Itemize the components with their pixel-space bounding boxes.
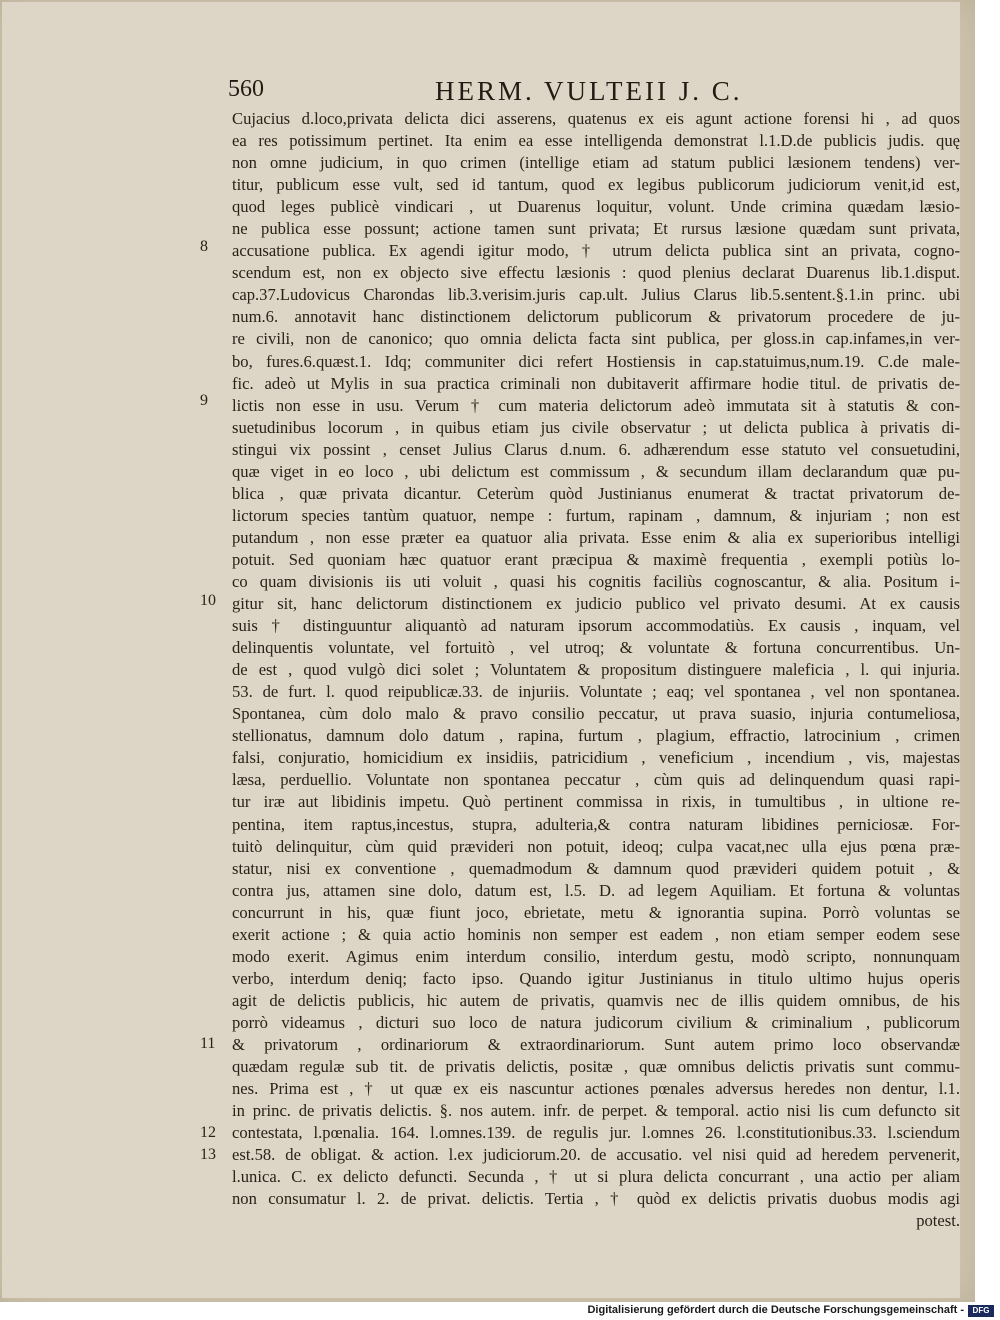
running-title: HERM. VULTEII J. C.	[435, 76, 743, 106]
text-line: verbo, interdum deniq; facto ipso. Quando igitur Justinianus in titulo ultimo hujus operis	[232, 968, 960, 988]
page-header	[228, 76, 948, 110]
margin-number: 11	[200, 1035, 216, 1052]
text-line: co quam divisionis iis uti voluit , quasi his cognitis faciliùs cognoscantur, & alia. Positum i-	[232, 571, 960, 591]
text-line: tuitò delinquitur, cùm quid prævideri non potuit, ideoq; culpa vacat,nec ulla ejus pœna præ-	[232, 836, 960, 856]
text-line: accusatione publica. Ex agendi igitur modo, † utrum delicta publica sint an privata, cogno-	[232, 241, 960, 261]
margin-number: 13	[200, 1146, 216, 1163]
text-line: stingui vix possint , censet Julius Clarus d.num. 6. adhærendum esse statuto vel consuetudini,	[232, 439, 960, 459]
text-line: læsa, perduellio. Voluntate non spontanea peccatur , cùm quis ad delinquendum quasi rapi-	[232, 770, 960, 790]
text-line: agit de delictis publicis, hic autem de privatis, quamvis nec de illis quidem omnibus, de his	[232, 990, 960, 1010]
text-line: ne publica esse possunt; actione tamen sunt privata; Et rursus læsione quædam sunt privata,	[232, 219, 960, 239]
text-line: quædam regulæ sub tit. de privatis delictis, positæ , quæ omnibus delictis privatis sunt commu-	[232, 1057, 960, 1077]
text-line: porrò videamus , dicturi suo loco de natura judicorum civilium & criminalium , publicorum	[232, 1012, 960, 1032]
text-line: l.unica. C. ex delicto defuncti. Secunda , † ut si plura delicta concurrant , una actio per aliam	[232, 1167, 960, 1187]
text-line: delinquentis voluntate, vel fortuitò , vel utroq; & voluntate & fortuna concurrentibus. Un-	[232, 638, 960, 658]
text-line: Cujacius d.loco,privata delicta dici asserens, quatenus ex eis agunt actione forensi hi , ad quos	[232, 109, 960, 128]
text-line: concurrunt in his, quæ fiunt joco, ebrietate, metu & ignorantia supina. Porrò voluntas se	[232, 902, 960, 922]
text-line: scendum est, non ex objecto sive effectu læsionis : quod plenius declarat Duarenus lib.1.disput.	[232, 263, 960, 283]
text-line: 53. de furt. l. quod reipublicæ.33. de injuriis. Voluntate ; eaq; vel spontanea , vel non spontanea.	[232, 682, 960, 702]
text-line: pentina, item raptus,incestus, stupra, adulteria,& contra naturam libidines perniciosæ. For-	[232, 814, 960, 834]
text-line: contra jus, attamen sine dolo, datum est, l.5. D. ad legem Aquiliam. Et fortuna & voluntas	[232, 880, 960, 900]
text-line: putandum , non esse præter ea quatuor alia privata. Esse enim & alia ex superioribus intelligi	[232, 527, 960, 547]
text-line: falsi, conjuratio, homicidium ex insidiis, patricidium , veneficium , incendium , vis, majestas	[232, 748, 960, 768]
margin-number: 9	[200, 392, 208, 409]
text-line: fic. adeò ut Mylis in sua practica criminali non dubitaverit affirmare hodie titul. de privatis de-	[232, 373, 960, 393]
text-line: quæ viget in eo loco , ubi delictum est commissum , & secundum illam declarandum quæ pu-	[232, 461, 960, 481]
text-line: statur, nisi ex conventione , quemadmodum & damnum quod prævideri quidem potuit , &	[232, 858, 960, 878]
text-line: de est , quod vulgò dici solet ; Voluntatem & propositum distinguere maleficia , l. qui injuria.	[232, 660, 960, 680]
text-line: num.6. annotavit hanc distinctionem delictorum publicorum & privatorum procedere de ju-	[232, 307, 960, 327]
text-line: stellionatus, damnum dolo datum , rapina, furtum , plagium, effractio, latrocinium , crimen	[232, 726, 960, 746]
text-line: blica , quæ privata dicantur. Ceterùm quòd Justinianus enumerat & tractat privatorum de-	[232, 483, 960, 503]
text-line: Spontanea, cùm dolo malo & pravo consilio peccatur, ut prava suasio, injuria contumeliosa,	[232, 704, 960, 724]
text-line: & privatorum , ordinariorum & extraordinariorum. Sunt autem primo loco observandæ	[232, 1034, 960, 1054]
text-line: cap.37.Ludovicus Charondas lib.3.verisim.juris cap.ult. Julius Clarus lib.5.sentent.§.1.in princ. ubi	[232, 285, 960, 305]
digitization-footer	[0, 1303, 1000, 1320]
text-line: lictorum species tantùm quatuor, nempe : furtum, rapinam , damnum, & injuriam ; non est	[232, 505, 960, 525]
page-number: 560	[228, 76, 264, 102]
text-line: suetudinibus locorum , in quibus etiam jus civile observatur ; ut delicta publica à privatis di-	[232, 417, 960, 437]
text-line: quod leges publicè vindicari , ut Duarenus loquitur, volunt. Unde crimina quædam læsio-	[232, 197, 960, 217]
text-line: in princ. de privatis delictis. §. nos autem. infr. de perpet. & temporal. actio nisi lis cum defuncto sit	[232, 1101, 960, 1121]
dfg-logo: DFG	[968, 1305, 994, 1317]
funding-notice: Digitalisierung gefördert durch die Deutsche Forschungsgemeinschaft -	[587, 1304, 964, 1316]
text-line: suis † distinguuntur aliquantò ad naturam ipsorum accommodatiùs. Ex causis , inquam, vel	[232, 616, 960, 636]
text-line: re civili, non de canonico; quo omnia delicta facta sint publica, per gloss.in cap.infames,in ver-	[232, 329, 960, 349]
margin-number: 12	[200, 1124, 216, 1141]
text-line: potuit. Sed quoniam hæc quatuor erant præcipua & maximè frequentia , exempli potiùs lo-	[232, 549, 960, 569]
margin-number: 8	[200, 238, 208, 255]
text-line: tur iræ aut libidinis impetu. Quò pertinent commissa in rixis, in tumultibus , in ultione re-	[232, 792, 960, 812]
main-text-block	[232, 108, 960, 1232]
text-line: titur, publicum esse vult, sed id tantum, quod ex legibus publicorum judiciorum venit,id est,	[232, 175, 960, 195]
text-line: potest.	[916, 1211, 960, 1231]
text-line: non omne judicium, in quo crimen (intellige etiam ad statum publici læsionem tendens) ver-	[232, 153, 960, 173]
margin-number: 10	[200, 592, 216, 609]
text-line: gitur sit, hanc delictorum distinctionem ex judicio publico vel privato desumi. At ex causis	[232, 594, 960, 614]
text-line: est.58. de obligat. & action. l.ex judiciorum.20. de accusatio. vel nisi quid ad heredem pervenerit,	[232, 1145, 960, 1165]
text-line: non consumatur l. 2. de privat. delictis. Tertia , † quòd ex delictis privatis duobus modis agi	[232, 1189, 960, 1209]
text-line: exerit actione ; & quia actio hominis non semper est eadem , non etiam semper eodem sese	[232, 924, 960, 944]
text-line: ea res potissimum pertinet. Ita enim ea esse intelligenda demonstrat l.1.D.de publicis judis. quę	[232, 131, 960, 151]
text-line: bo, fures.6.quæst.1. Idq; communiter dici refert Hostiensis in cap.statuimus,num.19. C.de male-	[232, 351, 960, 371]
text-line: modo exerit. Agimus enim interdum consilio, interdum gestu, modò scripto, nonnunquam	[232, 946, 960, 966]
text-line: contestata, l.pœnalia. 164. l.omnes.139. de regulis jur. l.omnes 26. l.constitutionibus.33. l.sciendum	[232, 1123, 960, 1143]
text-line: nes. Prima est , † ut quæ ex eis nascuntur actiones pœnales adversus heredes non dentur, l.1.	[232, 1079, 960, 1099]
text-line: lictis non esse in usu. Verum † cum materia delictorum adeò immutata sit à statutis & con-	[232, 395, 960, 415]
